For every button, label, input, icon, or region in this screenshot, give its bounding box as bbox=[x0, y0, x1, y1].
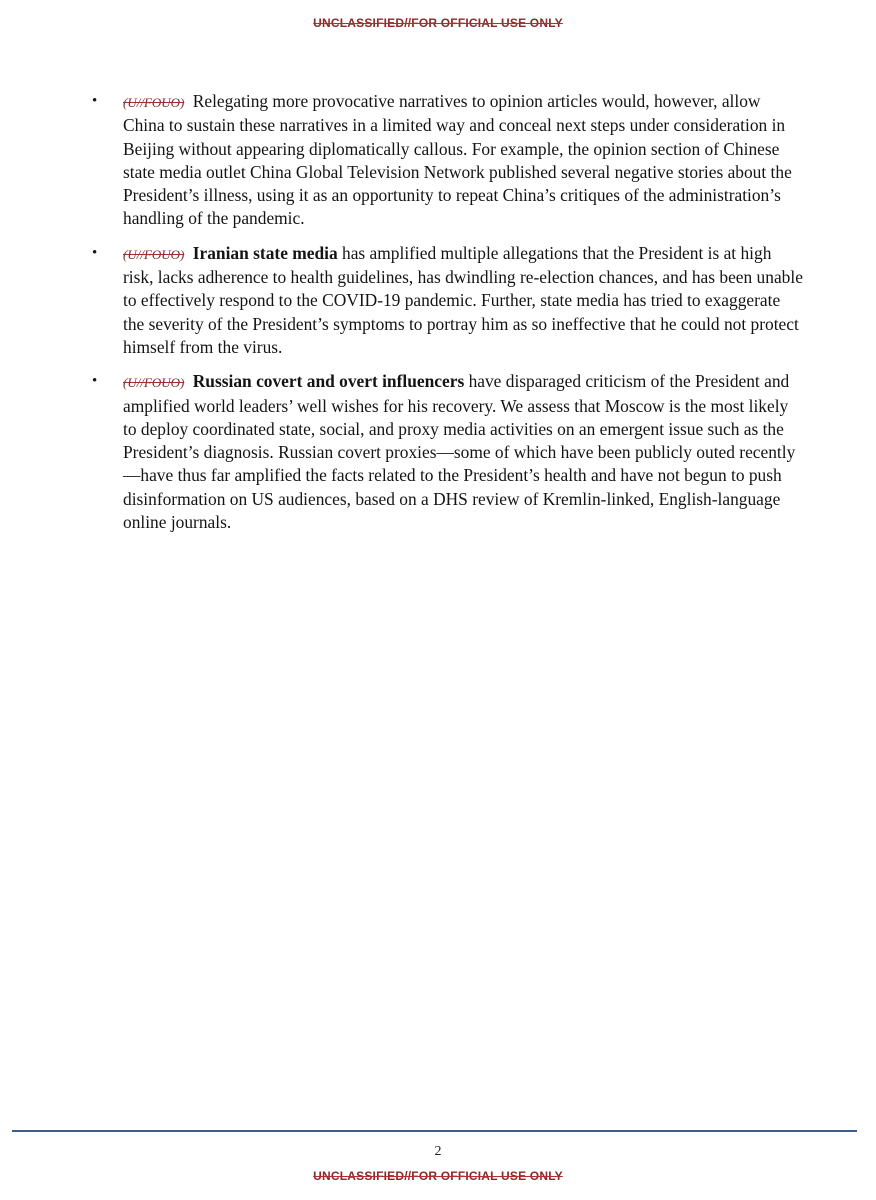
bullet-dot-icon: • bbox=[92, 93, 98, 109]
classification-banner-top: UNCLASSIFIED//FOR OFFICIAL USE ONLY bbox=[313, 16, 563, 30]
page-number: 2 bbox=[434, 1144, 442, 1159]
document-body bbox=[92, 90, 804, 545]
portion-marking: (U//FOUO) bbox=[123, 375, 185, 391]
bullet-item-russia bbox=[92, 370, 804, 534]
portion-marking: (U//FOUO) bbox=[123, 246, 185, 262]
bullet-list bbox=[92, 90, 804, 534]
footer-divider bbox=[12, 1130, 857, 1132]
bullet-item-china bbox=[92, 90, 804, 231]
bullet-dot-icon: • bbox=[92, 373, 98, 390]
bullet-text: has amplified multiple allegations that the President is at high risk, lacks adherence to health guidelines, has dwindling re-election chances, and has been unable to effectively respond to the COVID-19 pandemic. Further, state media has tried to exaggerate the severity of the President’s symptoms to portray him as so ineffective that he could not protect himself from the virus. bbox=[123, 242, 803, 357]
bullet-lead: Russian covert and overt influencers bbox=[192, 371, 465, 392]
portion-marking: (U//FOUO) bbox=[123, 95, 185, 110]
bullet-dot-icon: • bbox=[92, 244, 98, 261]
bullet-text: have disparaged criticism of the President and amplified world leaders’ well wishes for his recovery. We assess that Moscow is the most likely to deploy coordinated state, social, and proxy media activities on an emergent issue such as the President’s diagnosis. Russian covert proxies—some of which have been publicly outed recently—have thus far amplified the facts related to the President’s health and have not begun to push disinformation on US audiences, based on a DHS review of Kremlin-linked, English-language online journals. bbox=[123, 371, 796, 533]
classification-banner-bottom: UNCLASSIFIED//FOR OFFICIAL USE ONLY bbox=[313, 1169, 563, 1183]
bullet-item-iran bbox=[92, 242, 804, 359]
bullet-lead: Iranian state media bbox=[192, 242, 338, 263]
bullet-text: Relegating more provocative narratives to opinion articles would, however, allow China to sustain these narratives in a limited way and conceal next steps under consideration in Beijing without appearing diplomatically callous. For example, the opinion section of Chinese state media outlet China Global Television Network published several negative stories about the President’s illness, using it as an opportunity to repeat China’s critiques of the administration’s handling of the pandemic. bbox=[123, 91, 792, 229]
